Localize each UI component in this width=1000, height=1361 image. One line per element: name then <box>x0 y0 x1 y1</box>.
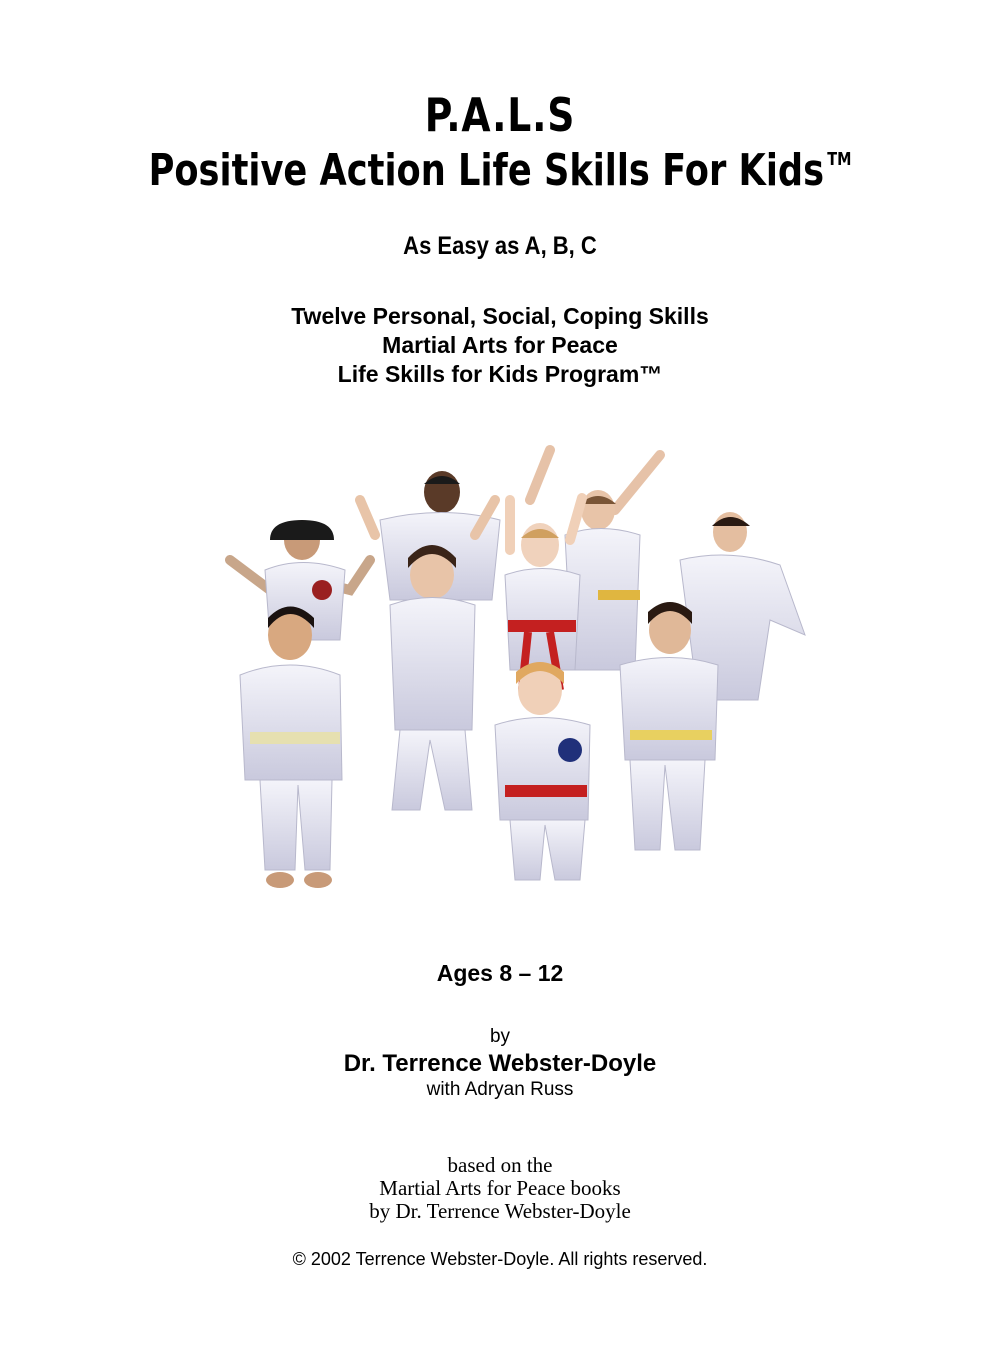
author-name: Dr. Terrence Webster-Doyle <box>343 1050 657 1077</box>
kids-martial-arts-photo <box>210 440 810 910</box>
title-abbreviation: P.A.L.S <box>424 88 576 142</box>
age-range: Ages 8 – 12 <box>436 960 564 986</box>
by-label: by <box>489 1026 511 1047</box>
child-figure <box>240 607 342 889</box>
child-figure <box>505 498 582 690</box>
description-line: Martial Arts for Peace <box>382 332 618 358</box>
coauthor-name: with Adryan Russ <box>426 1079 574 1100</box>
description-line: Life Skills for Kids Program™ <box>337 361 663 387</box>
based-on-line: based on the <box>447 1153 553 1177</box>
based-on-line: by Dr. Terrence Webster-Doyle <box>369 1199 631 1223</box>
subtitle: As Easy as A, B, C <box>403 232 597 260</box>
description-block <box>0 302 1000 389</box>
copyright-notice: © 2002 Terrence Webster-Doyle. All rights reserved. <box>292 1249 708 1269</box>
child-figure <box>495 662 590 880</box>
page-title <box>100 145 900 196</box>
based-on-line: Martial Arts for Peace books <box>379 1176 621 1200</box>
based-on-block <box>0 1154 1000 1223</box>
description-line: Twelve Personal, Social, Coping Skills <box>291 303 709 329</box>
trademark-mark: TM <box>827 149 852 170</box>
title-text: Positive Action Life Skills For Kids <box>148 145 825 196</box>
